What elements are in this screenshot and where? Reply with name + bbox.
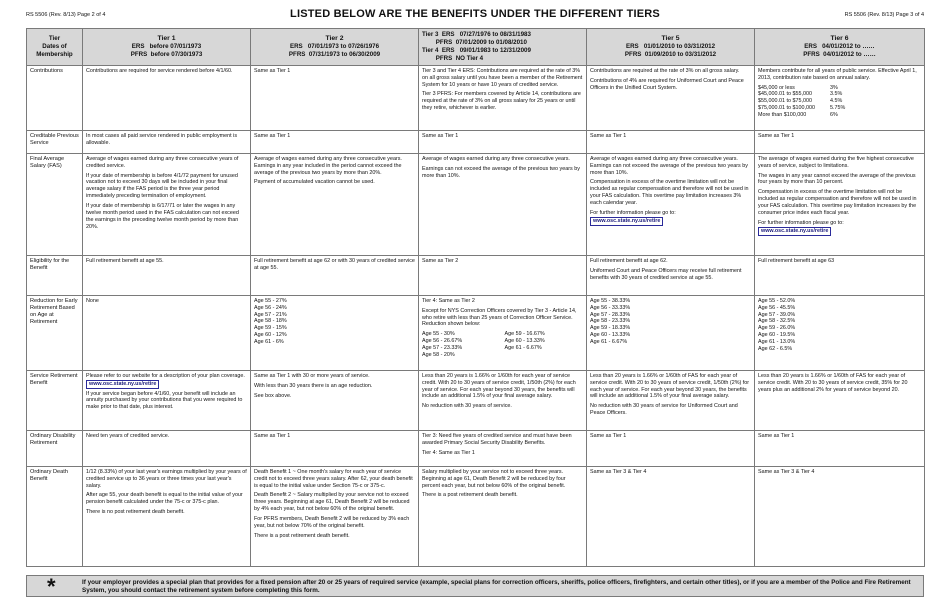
retire-website-link[interactable]: www.osc.state.ny.us/retire <box>758 227 831 236</box>
cell-tier1: In most cases all paid service rendered in public employment is allowable. <box>83 130 251 153</box>
cell-tier6: Same as Tier 3 & Tier 4 <box>755 466 925 566</box>
table-row-eligibility <box>27 255 925 295</box>
cell-tier6: Full retirement benefit at age 63 <box>755 255 925 295</box>
row-label: Creditable Previous Service <box>27 130 83 153</box>
col-header-tier2: Tier 2 ERS 07/01/1973 to 07/26/1976 PFRS 07/31/1973 to 06/30/2009 <box>251 29 419 66</box>
cell-tier2: Same as Tier 1 with 30 or more years of service. With less than 30 years there is an age reduction. See box above. <box>251 370 419 430</box>
cell-tier5: Contributions are required at the rate of 3% on all gross salary. Contributions of 4% are required for Uniformed Court and Peace Officers in the Unified Court System. <box>587 65 755 130</box>
cell-tier3-4: Less than 20 years is 1.66% or 1/60th for each year of service credit. With 20 to 30 years of service credit, 1/50th (2%) for each year of service. For each year beyond 30 years, the benefits will include an additional 1.5% of your final average salary. No reduction with 30 years of service. <box>419 370 587 430</box>
correction-officer-reduction-table: Age 55 - 30% Age 56 - 26.67% Age 57 - 23.33% Age 58 - 20% Age 59 - 16.67% Age 60 - 13.33% Age 61 - 6.67% <box>422 331 545 359</box>
cell-tier2: Average of wages earned during any three consecutive years. Earnings in any year included in the period cannot exceed the average of the previous two years by more than 20%. Payment of accumulated vacation cannot be used. <box>251 153 419 255</box>
footer-text: If your employer provides a special plan that provides for a fixed pension after 20 or 25 years of required service (example, special plans for correction officers, sheriffs, police officers, firefighters, and certain other titles), or if you are a member of the Police and Fire Retirement System, you should contact the retirement system before completing this form. <box>82 579 911 595</box>
retire-website-link[interactable]: www.osc.state.ny.us/retire <box>86 380 159 389</box>
cell-tier3-4: Salary multiplied by your service not to exceed three years. Beginning at age 61, Death Benefit 2 will be reduced by four percent each year, but not below 60% of the original benefit. There is a post retirement death benefit. <box>419 466 587 566</box>
table-row-creditable-service <box>27 130 925 153</box>
cell-tier1: Need ten years of credited service. <box>83 430 251 466</box>
cell-tier1: Please refer to our website for a description of your plan coverage. www.osc.state.ny.us/retire If your service began before 4/1/60, your benefit will include an annuity purchased by your contributions that you were required to make prior to that date, plus interest. <box>83 370 251 430</box>
cell-tier6: Less than 20 years is 1.66% or 1/60th of FAS for each year of service credit. With 20 to 30 years of service credit, 35% for 20 years plus an additional 2% for years of service beyond 20. <box>755 370 925 430</box>
cell-tier2: Same as Tier 1 <box>251 430 419 466</box>
cell-tier5: Same as Tier 3 & Tier 4 <box>587 466 755 566</box>
cell-tier2: Full retirement benefit at age 62 or with 30 years of credited service at age 55. <box>251 255 419 295</box>
cell-tier1: Full retirement benefit at age 55. <box>83 255 251 295</box>
cell-tier3-4: Same as Tier 1 <box>419 130 587 153</box>
cell-tier3-4: Tier 3: Need five years of credited service and must have been awarded Primary Social Security Disability Benefits. Tier 4: Same as Tier 1 <box>419 430 587 466</box>
col-header-tier: Tier Dates of Membership <box>27 29 83 66</box>
table-row-final-average-salary <box>27 153 925 255</box>
cell-tier6: Same as Tier 1 <box>755 430 925 466</box>
row-label: Ordinary Disability Retirement <box>27 430 83 466</box>
col-header-tier5: Tier 5 ERS 01/01/2010 to 03/31/2012 PFRS 01/09/2010 to 03/31/2012 <box>587 29 755 66</box>
cell-tier3-4: Tier 3 and Tier 4 ERS: Contributions are required at the rate of 3% on all gross salary until you have been a member of the Retirement System for 10 years or have 10 years of credited service. Tier 3 PFRS: For members covered by Article 14, contributions are required at the rate of 3% on all gross salary for 25 years or until they retire, whichever is earlier. <box>419 65 587 130</box>
cell-tier5: Same as Tier 1 <box>587 130 755 153</box>
cell-tier5: Same as Tier 1 <box>587 430 755 466</box>
col-header-tier3-4: Tier 3 ERS 07/27/1976 to 08/31/1983 PFRS 07/01/2009 to 01/08/2010 Tier 4 ERS 09/01/1983 to 12/31/2009 PFRS NO Tier 4 <box>419 29 587 66</box>
row-label: Ordinary Death Benefit <box>27 466 83 566</box>
footer-notice <box>26 575 924 597</box>
cell-tier5: Age 55 - 38.33% Age 56 - 33.33% Age 57 - 28.33% Age 58 - 23.33% Age 59 - 18.33% Age 60 - 13.33% Age 61 - 6.67% <box>587 295 755 370</box>
row-label: Contributions <box>27 65 83 130</box>
row-label: Eligibility for the Benefit <box>27 255 83 295</box>
cell-tier2: Same as Tier 1 <box>251 65 419 130</box>
cell-tier1: 1/12 (8.33%) of your last year's earnings multiplied by your years of credited service up to 36 years or three times your last year's salary. After age 55, your death benefit is equal to the initial value of your pension benefit calculated under the 75-c or 375-c plan. There is no post retirement death benefit. <box>83 466 251 566</box>
cell-tier6: Age 55 - 52.0% Age 56 - 45.5% Age 57 - 39.0% Age 58 - 32.5% Age 59 - 26.0% Age 60 - 19.5% Age 61 - 13.0% Age 62 - 6.5% <box>755 295 925 370</box>
page-header <box>0 8 950 28</box>
cell-tier1: None <box>83 295 251 370</box>
col-header-tier6: Tier 6 ERS 04/01/2012 to …… PFRS 04/01/2012 to …… <box>755 29 925 66</box>
header-row <box>27 29 925 66</box>
form-code-right: RS 5506 (Rev. 8/13) Page 3 of 4 <box>844 12 924 18</box>
cell-tier3-4: Same as Tier 2 <box>419 255 587 295</box>
cell-tier2: Death Benefit 1 ~ One month's salary for each year of service credit not to exceed three years salary. After 62, your death benefit is equal to the initial value under Section 75-c or 375-c. Death Benefit 2 ~ Salary multiplied by your service not to exceed three years. Beginning at age 61, Death Benefit 2 will be reduced by 4% each year, but not below 60% of the original benefit. For PFRS members, Death Benefit 2 will be reduced by 3% each year, but not below 70% of the original benefit. There is a post retirement death benefit. <box>251 466 419 566</box>
row-label: Reduction for Early Retirement Based on Age at Retirement <box>27 295 83 370</box>
table-row-service-retirement <box>27 370 925 430</box>
cell-tier5: Average of wages earned during any three consecutive years. Earnings can not exceed the average of the previous two years by more than 10%. Compensation in excess of the overtime limitation will not be included as regular compensation and therefore will not be used in your FAS calculation. This overtime pay limitation increases 3% each calendar year. For further information please go to: www.osc.state.ny.us/retire <box>587 153 755 255</box>
contribution-rate-table: $45,000 or less 3% $45,000.01 to $55,000 3.5% $55,000.01 to $75,000 4.5% $75,000.01 to $100,000 5.75% More than $100,000 6% <box>758 84 846 119</box>
cell-tier1: Contributions are required for service rendered before 4/1/60. <box>83 65 251 130</box>
cell-tier2: Age 55 - 27% Age 56 - 24% Age 57 - 21% Age 58 - 18% Age 59 - 15% Age 60 - 12% Age 61 - 6% <box>251 295 419 370</box>
table-row-ordinary-disability <box>27 430 925 466</box>
retire-website-link[interactable]: www.osc.state.ny.us/retire <box>590 217 663 226</box>
cell-tier2: Same as Tier 1 <box>251 130 419 153</box>
benefits-table <box>26 28 925 567</box>
cell-tier5: Less than 20 years is 1.66% or 1/60th of FAS for each year of service credit. With 20 to 30 years of service credit, 1/50th (2%) for each year of service. For each year beyond 30 years, the benefits will include an additional 1.5% of your final average salary. No reduction with 30 years of service for Uniformed Court and Peace Officers. <box>587 370 755 430</box>
cell-tier3-4: Tier 4: Same as Tier 2 Except for NYS Correction Officers covered by Tier 3 - Article 14, who retire with less than 25 years of Correction Officer Service. Reduction shown below: Age 55 - 30% Age 56 - 26.67% Age 57 - 23.33% Age 58 - 20% Age 59 - 16.67% Age 60 - 13.33% Age 61 - 6.67% <box>419 295 587 370</box>
cell-tier6: Same as Tier 1 <box>755 130 925 153</box>
cell-tier6: The average of wages earned during the five highest consecutive years of service, subject to limitations. The wages in any year cannot exceed the average of the previous four years by more than 10 percent. Compensation in excess of the overtime limitation will not be included as regular compensation and therefore will not be used in your FAS calculation. This overtime pay limitation increases by the consumer price index each fiscal year. For further information please go to: www.osc.state.ny.us/retire <box>755 153 925 255</box>
page-title: LISTED BELOW ARE THE BENEFITS UNDER THE DIFFERENT TIERS <box>290 8 660 20</box>
cell-tier6: Members contribute for all years of public service. Effective April 1, 2013, contribution rate based on annual salary. $45,000 or less 3% $45,000.01 to $55,000 3.5% $55,000.01 to $75,000 4.5% $75,000.01 to $100,000 5.75% More than $100,000 6% <box>755 65 925 130</box>
table-row-early-reduction <box>27 295 925 370</box>
table-row-ordinary-death <box>27 466 925 566</box>
form-code-left: RS 5506 (Rev. 8/13) Page 2 of 4 <box>26 12 106 18</box>
asterisk-icon: * <box>47 574 56 599</box>
col-header-tier1: Tier 1 ERS before 07/01/1973 PFRS before 07/30/1973 <box>83 29 251 66</box>
row-label: Final Average Salary (FAS) <box>27 153 83 255</box>
cell-tier1: Average of wages earned during any three consecutive years of credited service. If your date of membership is before 4/1/72 payment for unused vacation not to exceed 30 days will be included in your final average salary if the FAS period is the three year period immediately preceding termination of employment. If your date of membership is 6/17/71 or later the wages in any twelve month period used in the FAS calculation can not exceed the earnings in the preceding twelve month period by more than 20%. <box>83 153 251 255</box>
table-row-contributions <box>27 65 925 130</box>
cell-tier3-4: Average of wages earned during any three consecutive years. Earnings can not exceed the average of the previous two years by more than 10%. <box>419 153 587 255</box>
cell-tier5: Full retirement benefit at age 62. Uniformed Court and Peace Officers may receive full retirement benefits with 30 years of credited service at age 55. <box>587 255 755 295</box>
row-label: Service Retirement Benefit <box>27 370 83 430</box>
